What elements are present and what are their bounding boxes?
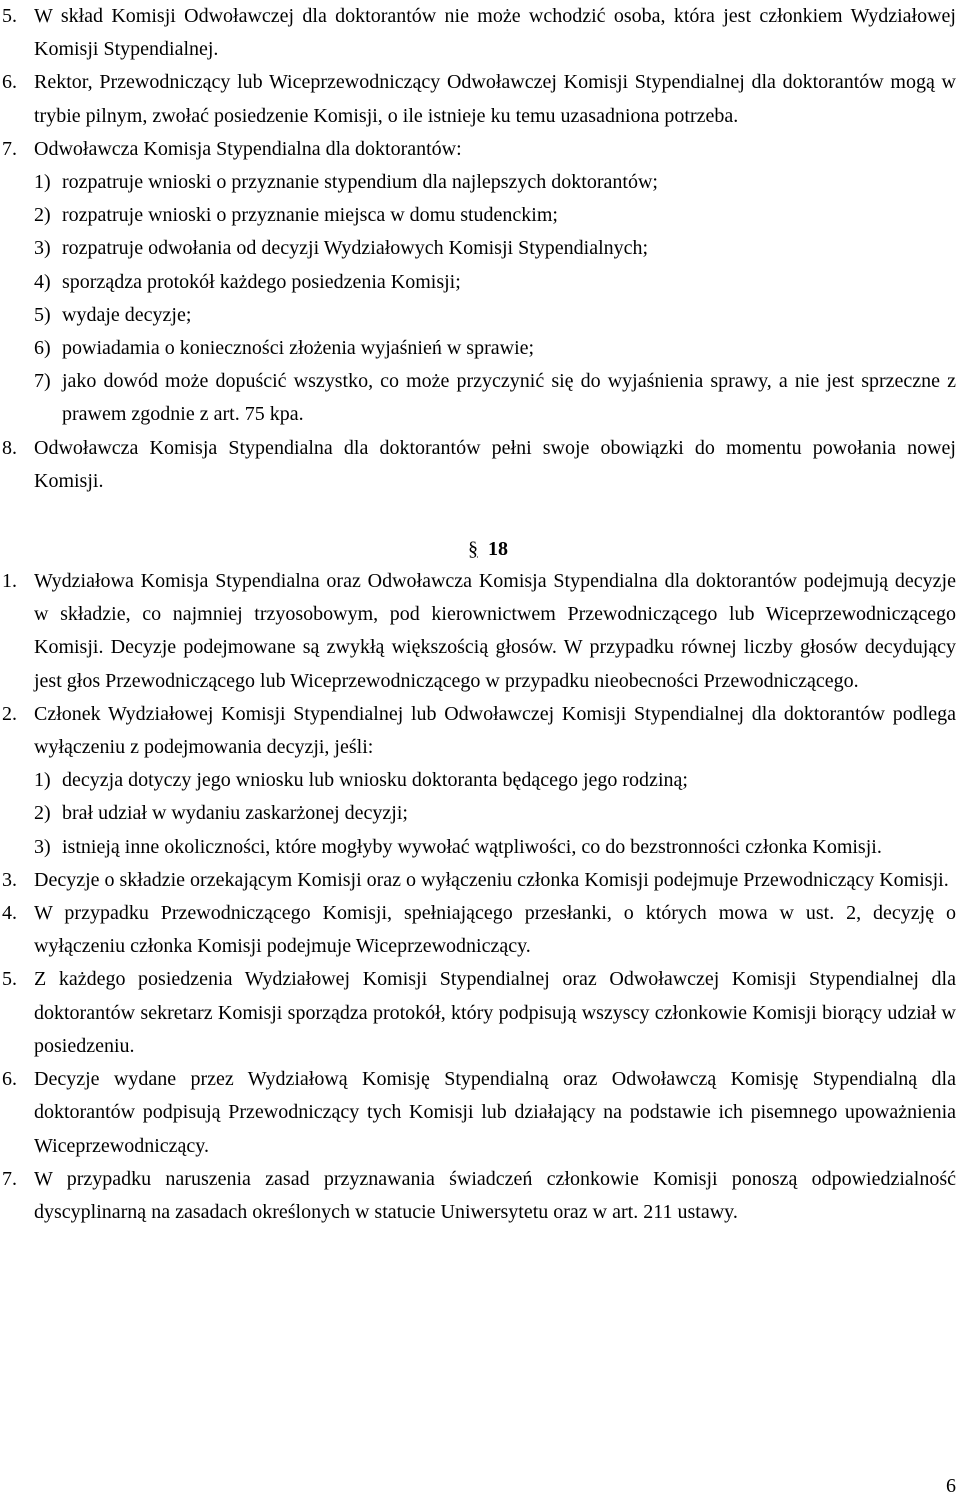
sub-item-text: rozpatruje odwołania od decyzji Wydziałowych Komisji Stypendialnych; [62,237,649,260]
item-number: 6. [2,1068,17,1091]
item-text: Decyzje wydane przez Wydziałową Komisję Stypendialną oraz Odwoławczą Komisję Stypendialną dla doktorantów podpisują Przewodniczący tych Komisji lub działający na podstawie ich pisemnego upoważnienia Wiceprzewodniczący. [34,1068,956,1157]
sub-item-text: istnieją inne okoliczności, które mogłyby wywołać wątpliwości, co do bezstronności członka Komisji. [62,835,882,858]
sub-item-number: 1) [34,171,51,194]
item-number: 8. [2,436,17,459]
sub-item-text: jako dowód może dopuścić wszystko, co może przyczynić się do wyjaśnienia sprawy, a nie jest sprzeczne z prawem zgodnie z art. 75 kpa. [62,370,956,426]
sub-list-item [0,831,956,864]
sub-item-text: powiadamia o konieczności złożenia wyjaśnień w sprawie; [62,337,535,360]
item-text: Odwoławcza Komisja Stypendialna dla doktorantów: [34,137,462,160]
list-item [0,565,956,698]
sub-item-number: 4) [34,270,51,293]
item-number: 1. [2,570,17,593]
sub-item-text: rozpatruje wnioski o przyznanie stypendium dla najlepszych doktorantów; [62,171,658,194]
item-number: 5. [2,5,17,27]
sub-list-item [0,764,956,797]
sub-list-item [0,266,956,299]
sub-list-item [0,166,956,199]
sub-item-text: wydaje decyzje; [62,303,192,326]
top-list [0,0,956,498]
item-text: Członek Wydziałowej Komisji Stypendialnej lub Odwoławczej Komisji Stypendialnej dla doktorantów podlega wyłączeniu z podejmowania decyzji, jeśli: [34,702,956,759]
sub-item-text: decyzja dotyczy jego wniosku lub wniosku doktoranta będącego jego rodziną; [62,769,688,792]
item-number: 4. [2,902,17,925]
sub-list-item [0,232,956,265]
list-item [0,133,956,166]
sub-list-item [0,797,956,830]
item-number: 6. [2,71,17,94]
sub-item-number: 3) [34,835,51,858]
item-text: Decyzje o składzie orzekającym Komisji oraz o wyłączeniu członka Komisji podejmuje Przewodniczący Komisji. [34,868,949,891]
list-item [0,1163,956,1229]
item-number: 2. [2,702,17,725]
sub-item-number: 2) [34,802,51,825]
sub-item-number: 7) [34,370,51,393]
section-heading [0,533,956,565]
sub-item-number: 2) [34,204,51,227]
sub-list-item [0,199,956,232]
sub-item-text: rozpatruje wnioski o przyznanie miejsca w domu studenckim; [62,204,558,227]
section-list [0,565,956,1229]
sub-list-item [0,332,956,365]
item-text: Rektor, Przewodniczący lub Wiceprzewodniczący Odwoławczej Komisji Stypendialnej dla doktorantów mogą w trybie pilnym, zwołać posiedzenie Komisji, o ile istnieje ku temu uzasadniona potrzeba. [34,71,956,127]
item-number: 7. [2,1167,17,1190]
item-text: W przypadku naruszenia zasad przyznawania świadczeń członkowie Komisji ponoszą odpowiedzialność dyscyplinarną na zasadach określonych w statucie Uniwersytetu oraz w art. 211 ustawy. [34,1167,956,1223]
list-item [0,897,956,963]
list-item [0,1063,956,1163]
sub-list-item [0,299,956,332]
item-number: 3. [2,868,17,891]
list-item [0,66,956,132]
sub-item-number: 5) [34,303,51,326]
item-text: W skład Komisji Odwoławczej dla doktorantów nie może wchodzić osoba, która jest członkiem Wydziałowej Komisji Stypendialnej. [34,5,956,61]
item-text: Odwoławcza Komisja Stypendialna dla doktorantów pełni swoje obowiązki do momentu powołania nowej Komisji. [34,436,956,492]
item-text: Z każdego posiedzenia Wydziałowej Komisji Stypendialnej oraz Odwoławczej Komisji Stypendialnej dla doktorantów sekretarz Komisji sporządza protokół, który podpisują wszyscy członkowie Komisji biorący udział w posiedzeniu. [34,968,956,1057]
list-item [0,0,956,66]
page-number: 6 [946,1475,956,1497]
item-text: Wydziałowa Komisja Stypendialna oraz Odwoławcza Komisja Stypendialna dla doktorantów podejmują decyzje w składzie, co najmniej trzyosobowym, pod kierownictwem Przewodniczącego lub Wiceprzewodniczącego Komisji. Decyzje podejmowane są zwykłą większością głosów. W przypadku równej liczby głosów decydujący jest głos Przewodniczącego lub Wiceprzewodniczącego w przypadku nieobecności Przewodniczącego. [34,570,956,692]
list-item [0,963,956,1063]
item-number: 5. [2,968,17,991]
sub-item-number: 6) [34,337,51,360]
sub-item-number: 1) [34,769,51,792]
sub-list-item [0,365,956,431]
item-text: W przypadku Przewodniczącego Komisji, spełniającego przesłanki, o których mowa w ust. 2, decyzję o wyłączeniu członka Komisji podejmuje Wiceprzewodniczący. [34,902,956,958]
section-number: 18 [488,538,508,561]
sub-item-text: sporządza protokół każdego posiedzenia Komisji; [62,270,461,293]
sub-item-number: 3) [34,237,51,260]
list-item [0,698,956,764]
item-number: 7. [2,137,17,160]
list-item [0,864,956,897]
sub-item-text: brał udział w wydaniu zaskarżonej decyzji; [62,802,408,825]
list-item [0,432,956,498]
section-symbol: § [468,538,478,561]
